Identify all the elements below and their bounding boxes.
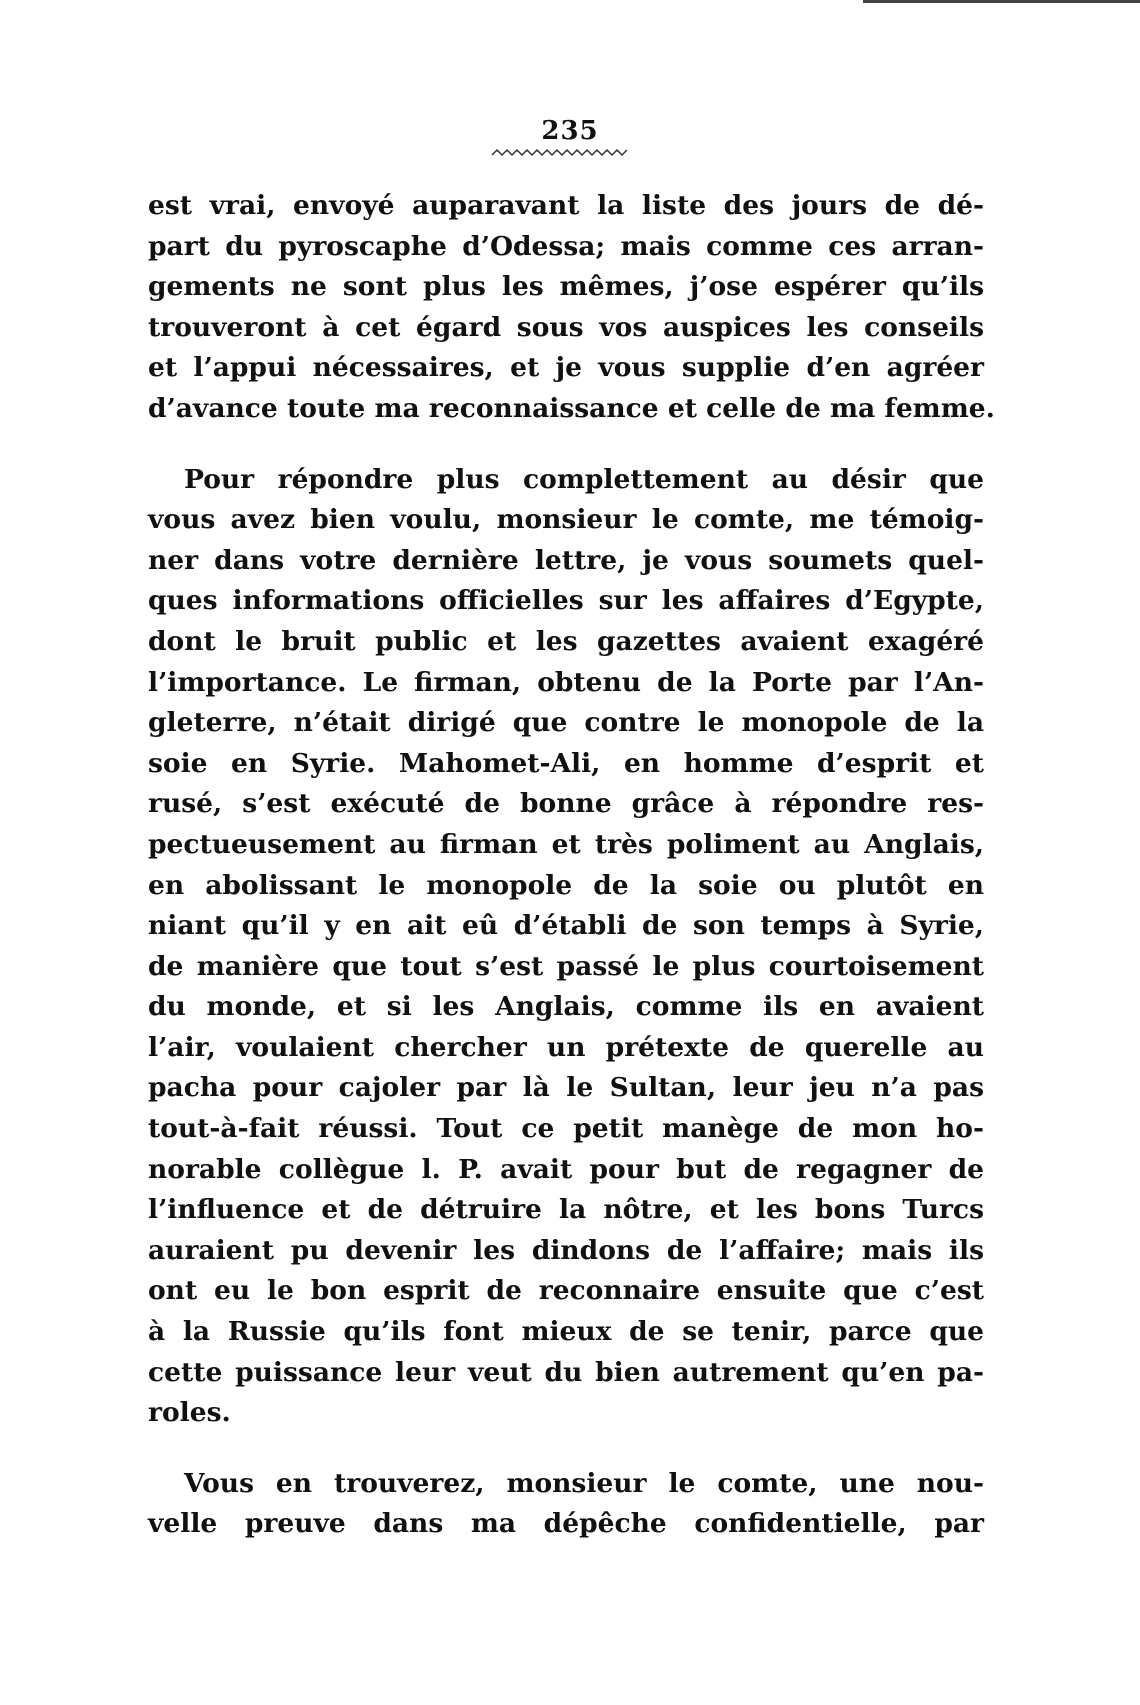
text-line: auraient pu devenir les dindons de l’affaire; mais ils [148,1234,984,1266]
text-line: Pour répondre plus complettement au désir que [184,463,984,495]
top-edge-rule [863,0,1140,3]
paragraph [148,460,984,1434]
text-line: niant qu’il y en ait eû d’établi de son temps à Syrie, [148,910,984,942]
text-line: gleterre, n’était dirigé que contre le monopole de la [148,707,984,739]
text-line: velle preuve dans ma dépêche confidentielle, par [148,1508,984,1540]
page-number-ornament [490,146,630,158]
text-line: vous avez bien voulu, monsieur le comte, me témoig- [148,504,984,536]
text-line: tout-à-fait réussi. Tout ce petit manège de mon ho- [148,1113,984,1145]
paragraph [148,1464,984,1545]
text-line: l’influence et de détruire la nôtre, et les bons Turcs [148,1194,984,1226]
text-line: l’air, voulaient chercher un prétexte de querelle au [148,1031,984,1063]
text-line: en abolissant le monopole de la soie ou plutôt en [148,869,984,901]
text-line: ont eu le bon esprit de reconnaire ensuite que c’est [148,1275,984,1307]
text-line: l’importance. Le firman, obtenu de la Porte par l’An- [148,666,984,698]
text-line: et l’appui nécessaires, et je vous supplie d’en agréer [148,352,984,384]
text-line: ner dans votre dernière lettre, je vous soumets quel- [148,544,984,576]
text-line: pacha pour cajoler par là le Sultan, leur jeu n’a pas [148,1072,984,1104]
text-line: part du pyroscaphe d’Odessa; mais comme ces arran- [148,230,984,262]
text-line: à la Russie qu’ils font mieux de se tenir, parce que [148,1316,984,1348]
text-line: pectueusement au firman et très poliment au Anglais, [148,828,984,860]
text-line: gements ne sont plus les mêmes, j’ose espérer qu’ils [148,271,984,303]
text-line: roles. [148,1397,231,1429]
paragraph [148,186,995,430]
text-line: soie en Syrie. Mahomet-Ali, en homme d’esprit et [148,747,984,779]
text-line: Vous en trouverez, monsieur le comte, une nou- [184,1467,984,1499]
text-line: d’avance toute ma reconnaissance et celle de ma femme. [148,392,995,424]
text-line: rusé, s’est exécuté de bonne grâce à répondre res- [148,788,984,820]
text-line: norable collègue l. P. avait pour but de regagner de [148,1153,984,1185]
text-line: trouveront à cet égard sous vos auspices les conseils [148,311,984,343]
text-line: est vrai, envoyé auparavant la liste des jours de dé- [148,190,984,221]
text-line: ques informations officielles sur les affaires d’Egypte, [148,585,984,617]
text-line: du monde, et si les Anglais, comme ils en avaient [148,991,984,1023]
text-line: de manière que tout s’est passé le plus courtoisement [148,950,984,982]
text-line: cette puissance leur veut du bien autrement qu’en pa- [148,1356,984,1388]
body-text [148,186,995,1545]
page-number: 235 [541,116,599,146]
text-line: dont le bruit public et les gazettes avaient exagéré [148,625,984,657]
paragraph-gap [148,1434,984,1464]
paragraph-gap [148,430,984,460]
